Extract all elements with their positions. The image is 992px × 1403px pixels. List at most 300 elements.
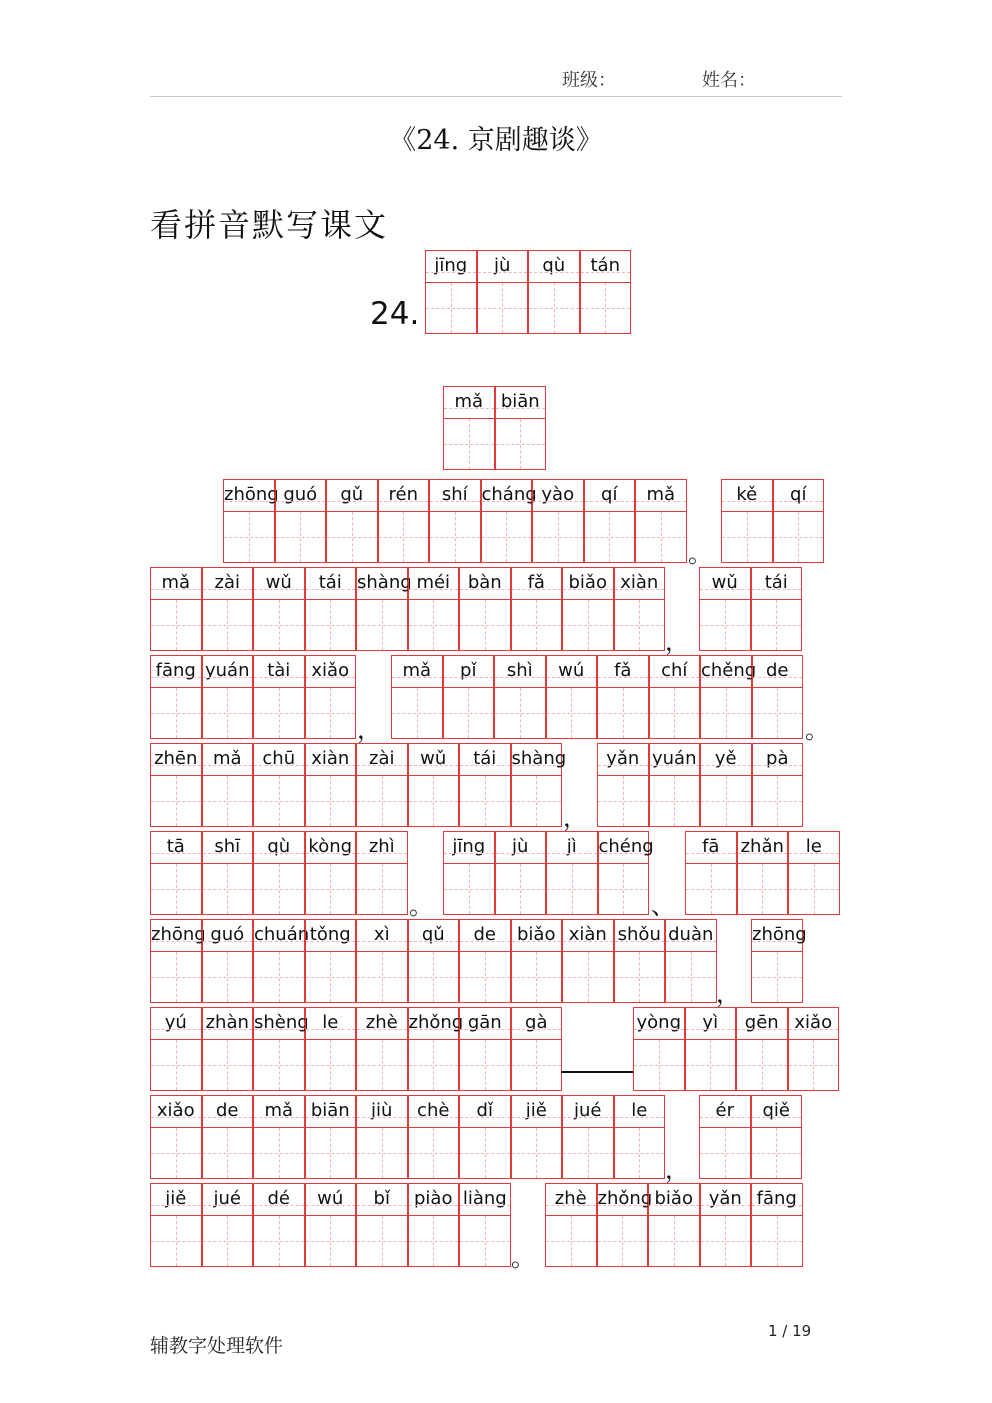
pinyin-label: qǔ (409, 920, 459, 952)
character-cell (202, 919, 254, 1003)
tianzige-box (151, 864, 201, 914)
pinyin-label: yǎn (701, 1184, 751, 1216)
pinyin-label: wǔ (409, 744, 459, 776)
tianzige-box (722, 512, 772, 562)
tianzige-box (460, 600, 510, 650)
pinyin-label: zhōng (151, 920, 201, 952)
pinyin-label: de (203, 1096, 253, 1128)
section-title: 看拼音默写课文 (150, 206, 389, 244)
pinyin-label: gān (460, 1008, 510, 1040)
pinyin-label: jiě (151, 1184, 201, 1216)
character-cell (511, 919, 563, 1003)
tianzige-box (409, 952, 459, 1002)
pinyin-label: tǒng (306, 920, 356, 952)
pinyin-label: dǐ (460, 1096, 510, 1128)
pinyin-label: jù (478, 251, 528, 283)
dash-mark (561, 1071, 633, 1073)
tianzige-box (598, 688, 648, 738)
pinyin-label: chěng (701, 656, 751, 688)
tianzige-box (254, 1216, 304, 1266)
tianzige-box (151, 600, 201, 650)
character-cell (700, 1183, 752, 1267)
tianzige-box (151, 688, 201, 738)
tianzige-box (254, 688, 304, 738)
character-cell (253, 1183, 305, 1267)
character-cell (223, 479, 279, 563)
tianzige-box (634, 1040, 684, 1090)
character-cell (614, 567, 666, 651)
pinyin-label: zài (203, 568, 253, 600)
tianzige-box (529, 283, 579, 333)
pinyin-label: wú (306, 1184, 356, 1216)
tianzige-box (151, 1128, 201, 1178)
tianzige-box (533, 512, 583, 562)
pinyin-label: yě (701, 744, 751, 776)
pinyin-label: fāng (151, 656, 201, 688)
character-cell (685, 1007, 737, 1091)
tianzige-box (789, 864, 839, 914)
pinyin-label: shī (203, 832, 253, 864)
character-cell (459, 1007, 511, 1091)
tianzige-box (495, 688, 545, 738)
pinyin-label: zhì (357, 832, 407, 864)
tianzige-box (409, 776, 459, 826)
character-cell (614, 1095, 666, 1179)
pinyin-label: gēn (737, 1008, 787, 1040)
character-cell (511, 1095, 563, 1179)
tianzige-box (203, 864, 253, 914)
character-cell (751, 567, 803, 651)
character-cell (546, 831, 598, 915)
pinyin-label: de (460, 920, 510, 952)
character-cell (459, 1095, 511, 1179)
tianzige-box (701, 1216, 751, 1266)
character-cell (598, 831, 654, 915)
pinyin-label: bǐ (357, 1184, 407, 1216)
comma-mark: ， (665, 628, 689, 656)
tianzige-box (700, 600, 750, 650)
pinyin-label: fāng (752, 1184, 802, 1216)
pinyin-label: wǔ (700, 568, 750, 600)
tianzige-box (306, 776, 356, 826)
character-cell (253, 919, 310, 1003)
pinyin-label: pǐ (444, 656, 494, 688)
pinyin-label: chè (409, 1096, 459, 1128)
tianzige-box (203, 600, 253, 650)
pinyin-label: xiàn (306, 744, 356, 776)
pinyin-label: gà (512, 1008, 562, 1040)
character-cell (751, 1183, 803, 1267)
character-cell (150, 1183, 202, 1267)
character-cell (459, 567, 511, 651)
pinyin-label: ér (700, 1096, 750, 1128)
character-cell (665, 919, 717, 1003)
character-cell (699, 567, 751, 651)
period-mark: 。 (688, 540, 712, 568)
pinyin-label: jué (563, 1096, 613, 1128)
pinyin-label: kòng (306, 832, 356, 864)
pinyin-label: duàn (666, 920, 716, 952)
pinyin-label: guó (203, 920, 253, 952)
pinyin-label: mǎ (203, 744, 253, 776)
tianzige-box (357, 1040, 407, 1090)
tianzige-box (409, 600, 459, 650)
character-cell (253, 1095, 305, 1179)
character-cell (202, 1095, 254, 1179)
character-cell (356, 1095, 408, 1179)
pinyin-label: shàng (357, 568, 407, 600)
name-label: 姓名： (702, 70, 756, 91)
tianzige-box (306, 1040, 356, 1090)
tianzige-box (203, 1128, 253, 1178)
tianzige-box (203, 688, 253, 738)
tianzige-box (585, 512, 635, 562)
character-cell (253, 655, 305, 739)
pinyin-label: le (789, 832, 839, 864)
pinyin-label: de (753, 656, 803, 688)
pinyin-label: mǎ (392, 656, 442, 688)
character-cell (150, 567, 202, 651)
tianzige-box (357, 776, 407, 826)
tianzige-box (482, 512, 532, 562)
character-cell (150, 655, 202, 739)
character-cell (737, 831, 789, 915)
pinyin-label: zhǒng (598, 1184, 648, 1216)
pinyin-label: zhēn (151, 744, 201, 776)
pinyin-label: cháng (482, 480, 532, 512)
character-cell (685, 831, 737, 915)
tianzige-box (701, 688, 751, 738)
tianzige-box (774, 512, 824, 562)
comma-mark: ， (357, 716, 381, 744)
pinyin-label: tán (581, 251, 631, 283)
tianzige-box (306, 1128, 356, 1178)
pinyin-label: xì (357, 920, 407, 952)
tianzige-box (512, 952, 562, 1002)
character-cell (408, 1007, 464, 1091)
tianzige-box (409, 1128, 459, 1178)
tianzige-box (392, 688, 442, 738)
comma-mark: ， (563, 804, 587, 832)
tianzige-box (666, 952, 716, 1002)
page-number: 1 / 19 (768, 1322, 812, 1340)
character-cell (408, 919, 460, 1003)
character-cell (305, 1095, 357, 1179)
period-mark: 。 (409, 892, 433, 920)
tianzige-box (357, 952, 407, 1002)
tianzige-box (752, 952, 802, 1002)
tianzige-box (409, 1040, 459, 1090)
pinyin-label: biān (306, 1096, 356, 1128)
tianzige-box (306, 688, 356, 738)
character-cell (751, 1095, 803, 1179)
character-cell (614, 919, 666, 1003)
character-cell (459, 743, 511, 827)
tianzige-box (254, 1128, 304, 1178)
character-cell (391, 655, 443, 739)
character-cell (648, 1183, 700, 1267)
character-cell (700, 655, 757, 739)
pinyin-label: yuán (203, 656, 253, 688)
pinyin-label: mǎ (151, 568, 201, 600)
pinyin-label: shèng (254, 1008, 304, 1040)
tianzige-box (357, 600, 407, 650)
character-cell (736, 1007, 788, 1091)
pinyin-label: liàng (460, 1184, 510, 1216)
pinyin-label: mǎ (444, 387, 494, 419)
tianzige-box (327, 512, 377, 562)
tianzige-box (460, 1040, 510, 1090)
character-cell (459, 1183, 511, 1267)
pinyin-label: tái (752, 568, 802, 600)
character-cell (253, 743, 305, 827)
character-cell (305, 567, 357, 651)
tianzige-box (460, 1216, 510, 1266)
pinyin-label: zhǒng (409, 1008, 459, 1040)
tianzige-box (254, 1040, 304, 1090)
tianzige-box (306, 1216, 356, 1266)
header-rule (150, 96, 842, 97)
tianzige-box (151, 1216, 201, 1266)
pinyin-label: dé (254, 1184, 304, 1216)
character-cell (202, 1183, 254, 1267)
character-cell (788, 1007, 840, 1091)
tianzige-box (752, 1216, 802, 1266)
character-cell (752, 743, 804, 827)
tianzige-box (512, 1128, 562, 1178)
tianzige-box (460, 1128, 510, 1178)
character-cell (150, 831, 202, 915)
period-mark: 。 (511, 1244, 535, 1272)
tianzige-box (547, 864, 597, 914)
tianzige-box (563, 1128, 613, 1178)
tianzige-box (254, 776, 304, 826)
character-cell (700, 743, 752, 827)
pinyin-label: shí (430, 480, 480, 512)
dunhao-mark: 、 (651, 892, 675, 920)
character-cell (495, 386, 547, 470)
character-cell (545, 1183, 597, 1267)
character-cell (356, 743, 408, 827)
pinyin-label: chí (650, 656, 700, 688)
character-cell (562, 1095, 614, 1179)
tianzige-box (636, 512, 686, 562)
character-cell (562, 919, 614, 1003)
pinyin-label: piào (409, 1184, 459, 1216)
character-cell (408, 1095, 460, 1179)
pinyin-label: zhè (357, 1008, 407, 1040)
pinyin-label: shì (495, 656, 545, 688)
document-title: 《24. 京剧趣谈》 (389, 125, 603, 156)
tianzige-box (701, 776, 751, 826)
character-cell (721, 479, 773, 563)
character-cell (356, 919, 408, 1003)
tianzige-box (254, 600, 304, 650)
tianzige-box (357, 864, 407, 914)
pinyin-label: yòng (634, 1008, 684, 1040)
pinyin-label: zhè (546, 1184, 596, 1216)
pinyin-label: jīng (444, 832, 494, 864)
pinyin-label: chéng (599, 832, 649, 864)
character-cell (305, 743, 357, 827)
tianzige-box (203, 952, 253, 1002)
character-cell (532, 479, 584, 563)
tianzige-box (379, 512, 429, 562)
character-cell (305, 1183, 357, 1267)
period-mark: 。 (805, 716, 829, 744)
tianzige-box (581, 283, 631, 333)
character-cell (597, 655, 649, 739)
pinyin-label: jì (547, 832, 597, 864)
pinyin-label: zhǎn (738, 832, 788, 864)
tianzige-box (598, 1216, 648, 1266)
pinyin-label: jīng (426, 251, 476, 283)
character-cell (305, 831, 357, 915)
pinyin-label: biān (496, 387, 546, 419)
character-cell (752, 655, 804, 739)
tianzige-box (512, 1040, 562, 1090)
character-cell (597, 743, 649, 827)
tianzige-box (496, 419, 546, 469)
character-cell (429, 479, 481, 563)
character-cell (494, 655, 546, 739)
character-cell (562, 567, 614, 651)
pinyin-label: qù (254, 832, 304, 864)
character-cell (481, 479, 537, 563)
pinyin-label: xiàn (615, 568, 665, 600)
pinyin-label: qiě (752, 1096, 802, 1128)
character-cell (150, 1007, 202, 1091)
character-cell (356, 567, 412, 651)
pinyin-label: jué (203, 1184, 253, 1216)
tianzige-box (460, 776, 510, 826)
pinyin-label: pà (753, 744, 803, 776)
pinyin-label: qù (529, 251, 579, 283)
pinyin-label: fǎ (598, 656, 648, 688)
pinyin-label: le (615, 1096, 665, 1128)
tianzige-box (598, 776, 648, 826)
character-cell (495, 831, 547, 915)
character-cell (425, 250, 477, 334)
tianzige-box (460, 952, 510, 1002)
pinyin-label: xiàn (563, 920, 613, 952)
pinyin-label: chuán (254, 920, 304, 952)
character-cell (378, 479, 430, 563)
character-cell (633, 1007, 685, 1091)
character-cell (305, 919, 357, 1003)
tianzige-box (151, 776, 201, 826)
character-cell (788, 831, 840, 915)
character-cell (356, 1183, 408, 1267)
pinyin-label: mǎ (254, 1096, 304, 1128)
pinyin-label: qí (585, 480, 635, 512)
pinyin-label: jiě (512, 1096, 562, 1128)
character-cell (584, 479, 636, 563)
character-cell (649, 655, 701, 739)
tianzige-box (752, 1128, 802, 1178)
pinyin-label: bàn (460, 568, 510, 600)
tianzige-box (254, 864, 304, 914)
tianzige-box (306, 864, 356, 914)
tianzige-box (649, 1216, 699, 1266)
pinyin-label: biǎo (649, 1184, 699, 1216)
pinyin-label: biǎo (512, 920, 562, 952)
pinyin-label: gǔ (327, 480, 377, 512)
character-cell (699, 1095, 751, 1179)
character-cell (580, 250, 632, 334)
pinyin-label: kě (722, 480, 772, 512)
pinyin-label: biǎo (563, 568, 613, 600)
tianzige-box (753, 776, 803, 826)
character-cell (511, 743, 567, 827)
character-cell (443, 386, 495, 470)
tianzige-box (547, 688, 597, 738)
character-cell (150, 919, 206, 1003)
tianzige-box (753, 688, 803, 738)
character-cell (443, 831, 495, 915)
tianzige-box (409, 1216, 459, 1266)
character-cell (202, 743, 254, 827)
pinyin-label: zhàn (203, 1008, 253, 1040)
character-cell (253, 567, 305, 651)
character-cell (253, 831, 305, 915)
pinyin-label: yào (533, 480, 583, 512)
pinyin-label: tā (151, 832, 201, 864)
tianzige-box (615, 1128, 665, 1178)
tianzige-box (686, 864, 736, 914)
character-cell (408, 743, 460, 827)
tianzige-box (615, 952, 665, 1002)
character-cell (511, 1007, 563, 1091)
pinyin-label: yì (686, 1008, 736, 1040)
tianzige-box (789, 1040, 839, 1090)
tianzige-box (276, 512, 326, 562)
pinyin-label: xiǎo (789, 1008, 839, 1040)
tianzige-box (203, 776, 253, 826)
tianzige-box (700, 1128, 750, 1178)
tianzige-box (426, 283, 476, 333)
character-cell (202, 567, 254, 651)
character-cell (546, 655, 598, 739)
tianzige-box (478, 283, 528, 333)
character-cell (356, 1007, 408, 1091)
pinyin-label: shǒu (615, 920, 665, 952)
pinyin-label: qí (774, 480, 824, 512)
comma-mark: ， (665, 1156, 689, 1184)
class-label: 班级： (562, 70, 616, 91)
character-cell (511, 567, 563, 651)
pinyin-label: yuán (650, 744, 700, 776)
footer-software: 辅教字处理软件 (150, 1335, 284, 1357)
pinyin-label: zhōng (224, 480, 274, 512)
tianzige-box (738, 864, 788, 914)
tianzige-box (203, 1216, 253, 1266)
tianzige-box (563, 600, 613, 650)
character-cell (635, 479, 687, 563)
tianzige-box (615, 600, 665, 650)
character-cell (305, 1007, 357, 1091)
character-cell (356, 831, 408, 915)
character-cell (202, 1007, 254, 1091)
pinyin-label: wǔ (254, 568, 304, 600)
tianzige-box (752, 600, 802, 650)
character-cell (150, 743, 202, 827)
tianzige-box (254, 952, 304, 1002)
tianzige-box (650, 776, 700, 826)
tianzige-box (430, 512, 480, 562)
pinyin-label: le (306, 1008, 356, 1040)
pinyin-label: xiǎo (306, 656, 356, 688)
